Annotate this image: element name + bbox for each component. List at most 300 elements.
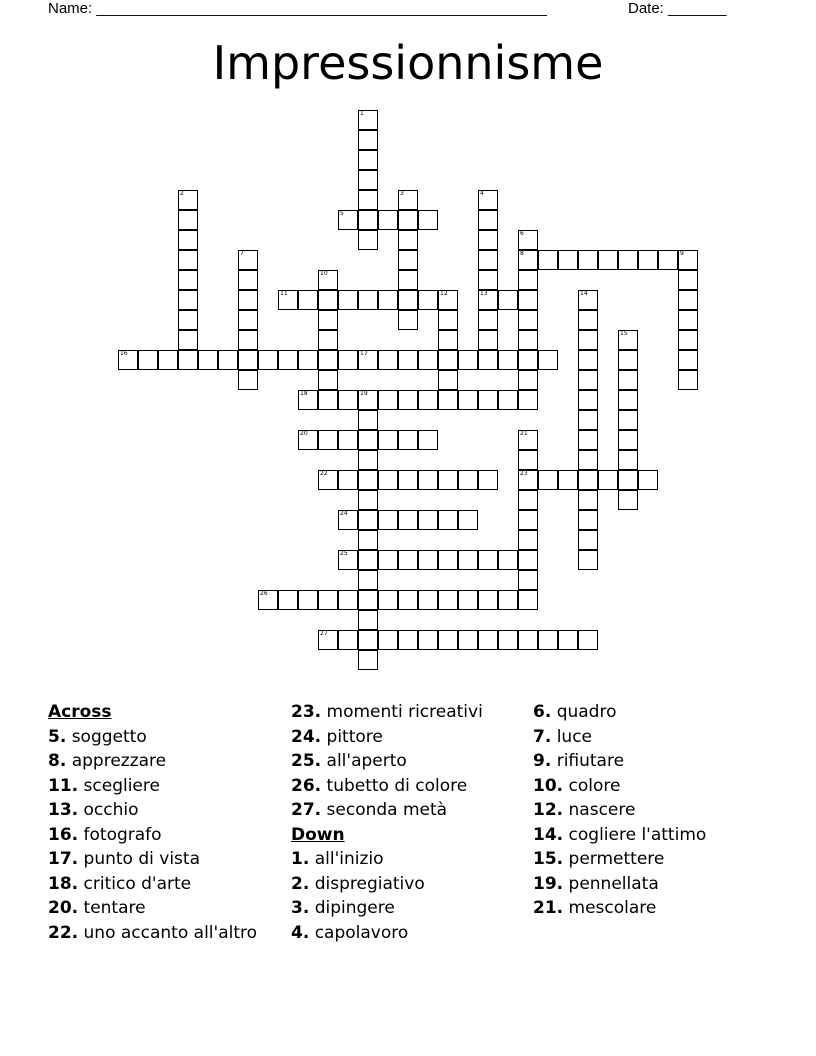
grid-cell[interactable] [578,530,598,550]
grid-cell[interactable] [478,590,498,610]
grid-cell[interactable] [418,630,438,650]
grid-cell[interactable] [678,270,698,290]
grid-cell[interactable] [518,570,538,590]
grid-cell[interactable] [498,590,518,610]
grid-cell[interactable] [258,590,278,610]
clue-item-number: 25. [291,751,322,771]
grid-cell[interactable] [398,210,418,230]
grid-cell[interactable] [178,310,198,330]
date-field-label: Date: _______ [628,0,727,17]
clue-item-text: uno accanto all'altro [78,922,258,943]
grid-cell[interactable] [438,330,458,350]
grid-cell[interactable] [498,390,518,410]
grid-cell[interactable] [238,350,258,370]
grid-cell[interactable] [338,210,358,230]
grid-cell[interactable] [318,630,338,650]
clue-item [533,798,706,823]
grid-cell[interactable] [558,630,578,650]
puzzle-title: Impressionnisme [212,36,604,90]
grid-cell[interactable] [338,350,358,370]
clue-item-number: 1. [291,849,310,869]
clue-item [48,896,257,921]
grid-cell[interactable] [558,470,578,490]
clue-number: 3 [400,190,404,197]
clue-item-text: nascere [563,800,636,820]
grid-cell[interactable] [598,250,618,270]
grid-cell[interactable] [178,230,198,250]
clue-number: 17 [360,350,368,357]
grid-cell[interactable] [358,610,378,630]
grid-cell[interactable] [578,630,598,650]
grid-cell[interactable] [578,470,598,490]
clue-item-text: cogliere l'attimo [563,824,707,845]
grid-cell[interactable] [178,330,198,350]
grid-cell[interactable] [358,490,378,510]
grid-cell[interactable] [358,650,378,670]
grid-cell[interactable] [398,350,418,370]
clue-item [48,749,257,774]
grid-cell[interactable] [438,390,458,410]
grid-cell[interactable] [458,590,478,610]
clue-item [533,700,706,725]
grid-cell[interactable] [618,250,638,270]
grid-cell[interactable] [578,350,598,370]
grid-cell[interactable] [298,390,318,410]
grid-cell[interactable] [358,290,378,310]
grid-cell[interactable] [598,470,618,490]
grid-cell[interactable] [438,370,458,390]
clue-item-number: 22. [48,922,79,943]
grid-cell[interactable] [298,430,318,450]
clue-item [48,798,257,823]
grid-cell[interactable] [438,310,458,330]
grid-cell[interactable] [298,350,318,370]
grid-cell[interactable] [678,310,698,330]
grid-cell[interactable] [338,430,358,450]
grid-cell[interactable] [438,590,458,610]
grid-cell[interactable] [478,210,498,230]
clue-number: 15 [620,330,628,337]
clue-number: 5 [340,210,344,217]
grid-cell[interactable] [578,410,598,430]
grid-cell[interactable] [438,350,458,370]
grid-cell[interactable] [678,370,698,390]
clue-item-number: 3. [291,898,310,918]
grid-cell[interactable] [398,190,418,210]
grid-cell[interactable] [518,470,538,490]
clue-item-text: pittore [321,726,383,747]
grid-cell[interactable] [398,430,418,450]
grid-cell[interactable] [358,230,378,250]
grid-cell[interactable] [318,310,338,330]
grid-cell[interactable] [318,590,338,610]
clue-item [533,847,706,872]
grid-cell[interactable] [678,290,698,310]
grid-cell[interactable] [418,210,438,230]
grid-cell[interactable] [478,390,498,410]
clue-item [533,872,706,897]
grid-cell[interactable] [518,370,538,390]
grid-cell[interactable] [518,230,538,250]
grid-cell[interactable] [498,550,518,570]
grid-cell[interactable] [518,530,538,550]
clue-number: 14 [580,290,588,297]
grid-cell[interactable] [358,130,378,150]
clue-number: 12 [440,290,448,297]
grid-cell[interactable] [498,290,518,310]
grid-cell[interactable] [618,350,638,370]
clue-number: 16 [120,350,128,357]
clue-item [291,749,483,774]
grid-cell[interactable] [518,630,538,650]
grid-cell[interactable] [478,310,498,330]
grid-cell[interactable] [358,150,378,170]
grid-cell[interactable] [458,350,478,370]
grid-cell[interactable] [618,430,638,450]
grid-cell[interactable] [538,350,558,370]
grid-cell[interactable] [238,250,258,270]
clue-item-number: 19. [533,873,564,894]
grid-cell[interactable] [378,430,398,450]
grid-cell[interactable] [118,350,138,370]
grid-cell[interactable] [578,250,598,270]
grid-cell[interactable] [238,370,258,390]
clue-item-text: momenti ricreativi [321,702,483,722]
grid-cell[interactable] [378,470,398,490]
grid-cell[interactable] [518,270,538,290]
clue-item [533,725,706,750]
grid-cell[interactable] [278,290,298,310]
grid-cell[interactable] [518,290,538,310]
grid-cell[interactable] [518,250,538,270]
grid-cell[interactable] [678,350,698,370]
grid-cell[interactable] [478,350,498,370]
grid-cell[interactable] [478,330,498,350]
clue-item-number: 18. [48,873,79,894]
clue-item-text: fotografo [78,824,162,845]
grid-cell[interactable] [178,290,198,310]
clue-section-heading: Across [48,702,112,722]
grid-cell[interactable] [578,490,598,510]
grid-cell[interactable] [638,470,658,490]
clue-item-text: tentare [78,898,146,918]
grid-cell[interactable] [418,430,438,450]
grid-cell[interactable] [518,350,538,370]
grid-cell[interactable] [638,250,658,270]
grid-cell[interactable] [398,230,418,250]
clue-number: 25 [340,550,348,557]
grid-cell[interactable] [138,350,158,370]
grid-cell[interactable] [418,470,438,490]
grid-cell[interactable] [178,190,198,210]
grid-cell[interactable] [678,250,698,270]
grid-cell[interactable] [458,510,478,530]
clue-number: 2 [180,190,184,197]
grid-cell[interactable] [398,510,418,530]
clue-number: 18 [300,390,308,397]
grid-cell[interactable] [338,630,358,650]
clue-number: 19 [360,390,368,397]
clue-item-number: 9. [533,751,552,771]
clue-item-number: 6. [533,702,552,722]
grid-cell[interactable] [378,510,398,530]
grid-cell[interactable] [178,210,198,230]
clue-item-text: mescolare [563,898,657,918]
grid-cell[interactable] [398,270,418,290]
grid-cell[interactable] [358,190,378,210]
grid-cell[interactable] [578,550,598,570]
clue-item-number: 7. [533,726,552,747]
clue-item-text: all'inizio [309,849,384,869]
grid-cell[interactable] [378,550,398,570]
grid-cell[interactable] [238,330,258,350]
clue-item-text: dipingere [309,898,395,918]
grid-cell[interactable] [438,630,458,650]
clue-number: 21 [520,430,528,437]
grid-cell[interactable] [618,330,638,350]
clue-item [48,774,257,799]
grid-cell[interactable] [518,430,538,450]
grid-cell[interactable] [518,550,538,570]
grid-cell[interactable] [478,630,498,650]
grid-cell[interactable] [298,590,318,610]
grid-cell[interactable] [358,350,378,370]
grid-cell[interactable] [178,350,198,370]
grid-cell[interactable] [578,510,598,530]
grid-cell[interactable] [338,290,358,310]
clue-item [291,896,483,921]
grid-cell[interactable] [298,290,318,310]
grid-cell[interactable] [318,390,338,410]
grid-cell[interactable] [558,250,578,270]
grid-cell[interactable] [218,350,238,370]
grid-cell[interactable] [458,550,478,570]
clue-number: 24 [340,510,348,517]
clue-item-number: 27. [291,800,322,820]
grid-cell[interactable] [358,430,378,450]
grid-cell[interactable] [478,270,498,290]
grid-cell[interactable] [478,250,498,270]
grid-cell[interactable] [398,390,418,410]
grid-cell[interactable] [438,470,458,490]
grid-cell[interactable] [358,450,378,470]
grid-cell[interactable] [358,550,378,570]
grid-cell[interactable] [378,590,398,610]
grid-cell[interactable] [618,410,638,430]
clue-number: 7 [240,250,244,257]
grid-cell[interactable] [318,330,338,350]
grid-cell[interactable] [398,310,418,330]
grid-cell[interactable] [238,270,258,290]
grid-cell[interactable] [338,510,358,530]
grid-cell[interactable] [398,290,418,310]
clue-item-number: 4. [291,922,310,943]
grid-cell[interactable] [418,350,438,370]
clue-item-number: 13. [48,800,79,820]
grid-cell[interactable] [478,230,498,250]
grid-cell[interactable] [418,550,438,570]
clue-item-number: 16. [48,824,79,845]
grid-cell[interactable] [518,490,538,510]
grid-cell[interactable] [378,290,398,310]
grid-cell[interactable] [358,410,378,430]
grid-cell[interactable] [358,470,378,490]
grid-cell[interactable] [518,510,538,530]
clue-item-number: 12. [533,800,564,820]
grid-cell[interactable] [478,550,498,570]
grid-cell[interactable] [178,250,198,270]
grid-cell[interactable] [378,210,398,230]
clue-item-text: occhio [78,800,139,820]
clue-item-text: scegliere [78,775,160,796]
grid-cell[interactable] [358,590,378,610]
grid-cell[interactable] [438,510,458,530]
grid-cell[interactable] [398,550,418,570]
clue-item-text: seconda metà [321,800,448,820]
grid-cell[interactable] [418,390,438,410]
grid-cell[interactable] [378,630,398,650]
grid-cell[interactable] [478,190,498,210]
clue-item [48,847,257,872]
grid-cell[interactable] [358,210,378,230]
clue-item [48,921,257,946]
grid-cell[interactable] [358,170,378,190]
grid-cell[interactable] [578,310,598,330]
clue-number: 20 [300,430,308,437]
grid-cell[interactable] [458,390,478,410]
grid-cell[interactable] [358,570,378,590]
grid-cell[interactable] [538,630,558,650]
grid-cell[interactable] [358,390,378,410]
clue-item-number: 2. [291,873,310,894]
grid-cell[interactable] [618,490,638,510]
grid-cell[interactable] [238,310,258,330]
grid-cell[interactable] [458,630,478,650]
clue-item-text: all'aperto [321,751,407,771]
clue-item [291,725,483,750]
grid-cell[interactable] [418,510,438,530]
grid-cell[interactable] [478,290,498,310]
grid-cell[interactable] [278,350,298,370]
grid-cell[interactable] [538,250,558,270]
grid-cell[interactable] [338,390,358,410]
grid-cell[interactable] [318,370,338,390]
grid-cell[interactable] [578,450,598,470]
grid-cell[interactable] [538,470,558,490]
grid-cell[interactable] [498,350,518,370]
grid-cell[interactable] [358,110,378,130]
grid-cell[interactable] [338,590,358,610]
clue-number: 1 [360,110,364,117]
grid-cell[interactable] [398,590,418,610]
grid-cell[interactable] [418,590,438,610]
clue-item-text: colore [563,775,621,796]
grid-cell[interactable] [338,550,358,570]
clue-item [533,774,706,799]
grid-cell[interactable] [318,430,338,450]
grid-cell[interactable] [398,470,418,490]
grid-cell[interactable] [318,270,338,290]
clue-item-number: 10. [533,775,564,796]
grid-cell[interactable] [578,430,598,450]
clue-item [291,774,483,799]
grid-cell[interactable] [358,630,378,650]
grid-cell[interactable] [518,390,538,410]
grid-cell[interactable] [438,290,458,310]
clue-item-number: 14. [533,824,564,845]
clue-item [291,872,483,897]
grid-cell[interactable] [618,470,638,490]
grid-cell[interactable] [518,310,538,330]
grid-cell[interactable] [238,290,258,310]
grid-cell[interactable] [358,530,378,550]
grid-cell[interactable] [518,450,538,470]
grid-cell[interactable] [618,390,638,410]
grid-cell[interactable] [578,390,598,410]
grid-cell[interactable] [378,350,398,370]
grid-cell[interactable] [198,350,218,370]
clue-item-text: tubetto di colore [321,775,468,796]
clue-section-heading: Down [291,824,345,845]
grid-cell[interactable] [518,590,538,610]
clue-item [291,798,483,823]
grid-cell[interactable] [498,630,518,650]
clue-item [291,921,483,946]
clue-item [48,725,257,750]
grid-cell[interactable] [318,350,338,370]
clue-item-number: 20. [48,898,79,918]
grid-cell[interactable] [338,470,358,490]
grid-cell[interactable] [398,630,418,650]
grid-cell[interactable] [278,590,298,610]
clue-item-text: punto di vista [78,849,200,869]
clue-number: 10 [320,270,328,277]
grid-cell[interactable] [318,470,338,490]
grid-cell[interactable] [678,330,698,350]
grid-cell[interactable] [578,370,598,390]
grid-cell[interactable] [618,370,638,390]
grid-cell[interactable] [458,470,478,490]
grid-cell[interactable] [578,290,598,310]
clue-item-text: soggetto [66,726,147,747]
clue-number: 26 [260,590,268,597]
grid-cell[interactable] [378,390,398,410]
grid-cell[interactable] [398,250,418,270]
clue-item [533,749,706,774]
grid-cell[interactable] [358,510,378,530]
grid-cell[interactable] [658,250,678,270]
grid-cell[interactable] [258,350,278,370]
grid-cell[interactable] [478,470,498,490]
clue-item [48,872,257,897]
grid-cell[interactable] [578,330,598,350]
clue-item-text: luce [551,726,593,747]
grid-cell[interactable] [178,270,198,290]
grid-cell[interactable] [618,450,638,470]
clue-column-1 [48,700,257,945]
clue-column-2 [291,700,483,945]
grid-cell[interactable] [158,350,178,370]
grid-cell[interactable] [318,290,338,310]
clue-item-number: 26. [291,775,322,796]
clue-column-3 [533,700,706,921]
clue-item-text: permettere [563,849,665,869]
clue-item-text: pennellata [563,873,659,894]
grid-cell[interactable] [418,290,438,310]
grid-cell[interactable] [438,550,458,570]
grid-cell[interactable] [518,330,538,350]
clue-item [48,823,257,848]
